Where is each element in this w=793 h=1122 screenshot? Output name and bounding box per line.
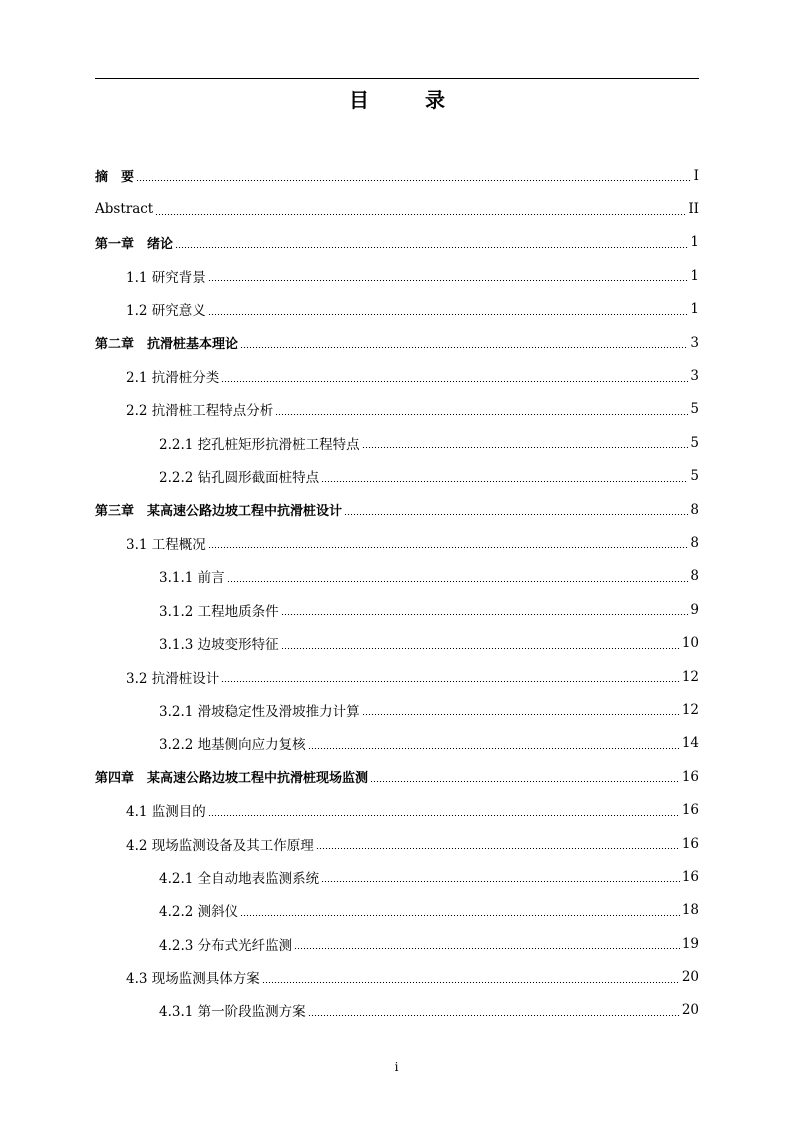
- toc-entry-label: Abstract: [95, 201, 154, 218]
- toc-entry-label: 4.2.3 分布式光纤监测: [159, 937, 293, 954]
- toc-entry[interactable]: [95, 860, 699, 893]
- toc-entry-page: 20: [681, 1002, 699, 1019]
- dot-leader: [308, 1015, 680, 1016]
- toc-entry[interactable]: [95, 793, 699, 826]
- dot-leader: [208, 314, 689, 315]
- header-rule: [95, 78, 699, 79]
- dot-leader: [240, 347, 688, 348]
- toc-entry-label: 3.2 抗滑桩设计: [126, 670, 220, 687]
- toc-entry[interactable]: [95, 827, 699, 860]
- toc-entry-label: 1.2 研究意义: [126, 303, 206, 320]
- toc-entry[interactable]: [95, 593, 699, 626]
- toc-entry[interactable]: [95, 159, 699, 192]
- toc-entry-page: 16: [681, 768, 699, 785]
- dot-leader: [281, 648, 680, 649]
- toc-entry-label: 第二章 抗滑桩基本理论: [95, 337, 239, 353]
- dot-leader: [227, 581, 689, 582]
- toc-entry-page: 5: [690, 468, 699, 485]
- dot-leader: [362, 447, 689, 448]
- toc-entry-page: II: [688, 201, 699, 218]
- toc-entry[interactable]: [95, 393, 699, 426]
- toc-entry[interactable]: [95, 460, 699, 493]
- toc-entry-label: 4.3.1 第一阶段监测方案: [159, 1004, 306, 1021]
- dot-leader: [221, 681, 680, 682]
- toc-title: 目 录: [349, 88, 463, 112]
- toc-entry-label: 3.1 工程概况: [126, 536, 206, 553]
- toc-entry-label: 2.1 抗滑桩分类: [126, 370, 220, 387]
- toc-entry-page: 3: [690, 334, 699, 351]
- toc-entry-page: 16: [681, 835, 699, 852]
- toc-entry-page: 12: [681, 701, 699, 718]
- toc-entry-page: 8: [690, 568, 699, 585]
- page-number: i: [394, 1060, 399, 1074]
- toc-entry-page: 3: [690, 368, 699, 385]
- toc-entry-label: 2.2 抗滑桩工程特点分析: [126, 403, 274, 420]
- toc-entry-page: 19: [681, 935, 699, 952]
- toc-entry-label: 第三章 某高速公路边坡工程中抗滑桩设计: [95, 504, 343, 520]
- toc-entry-label: 3.1.2 工程地质条件: [159, 603, 279, 620]
- toc-entry[interactable]: [95, 326, 699, 359]
- toc-entry[interactable]: [95, 894, 699, 927]
- toc-entry-label: 4.2.2 测斜仪: [159, 904, 239, 921]
- toc-entry-page: 16: [681, 868, 699, 885]
- toc-entry[interactable]: [95, 727, 699, 760]
- dot-leader: [175, 247, 688, 248]
- toc-entry-label: 第四章 某高速公路边坡工程中抗滑桩现场监测: [95, 771, 369, 787]
- toc-entry[interactable]: [95, 526, 699, 559]
- toc-entry-label: 4.3 现场监测具体方案: [126, 971, 260, 988]
- dot-leader: [221, 381, 688, 382]
- toc-entry-label: 摘 要: [95, 170, 135, 186]
- dot-leader: [155, 214, 686, 215]
- toc-entry[interactable]: [95, 192, 699, 225]
- toc-entry[interactable]: [95, 359, 699, 392]
- toc-entry-page: 20: [681, 969, 699, 986]
- toc-entry[interactable]: [95, 760, 699, 793]
- toc-entry[interactable]: [95, 693, 699, 726]
- toc-entry-page: I: [693, 167, 699, 184]
- dot-leader: [316, 848, 680, 849]
- toc-entry[interactable]: [95, 259, 699, 292]
- toc-entry-label: 4.1 监测目的: [126, 804, 206, 821]
- dot-leader: [321, 481, 688, 482]
- dot-leader: [136, 180, 692, 181]
- toc-entry-label: 2.2.1 挖孔桩矩形抗滑桩工程特点: [159, 436, 360, 453]
- toc-entry-page: 10: [681, 635, 699, 652]
- toc-entry-label: 3.1.3 边坡变形特征: [159, 637, 279, 654]
- toc-entry-label: 1.1 研究背景: [126, 269, 206, 286]
- dot-leader: [344, 514, 688, 515]
- toc-entry-page: 8: [690, 534, 699, 551]
- dot-leader: [240, 915, 680, 916]
- dot-leader: [308, 748, 680, 749]
- toc-entry-page: 1: [690, 267, 699, 284]
- toc-entry-page: 16: [681, 802, 699, 819]
- toc-entry-page: 1: [690, 234, 699, 251]
- toc-entry[interactable]: [95, 293, 699, 326]
- toc-entry-label: 4.2.1 全自动地表监测系统: [159, 870, 320, 887]
- toc-entry-page: 8: [690, 501, 699, 518]
- toc-entry[interactable]: [95, 426, 699, 459]
- toc-entry-page: 18: [681, 902, 699, 919]
- dot-leader: [208, 280, 689, 281]
- toc-entry[interactable]: [95, 660, 699, 693]
- toc-entry-page: 1: [690, 301, 699, 318]
- toc-entry[interactable]: [95, 927, 699, 960]
- toc-entry[interactable]: [95, 626, 699, 659]
- toc-entry[interactable]: [95, 226, 699, 259]
- toc-entry-page: 9: [690, 601, 699, 618]
- toc-entry[interactable]: [95, 994, 699, 1027]
- dot-leader: [262, 982, 680, 983]
- toc-entry-label: 2.2.2 钻孔圆形截面桩特点: [159, 470, 320, 487]
- toc-entry[interactable]: [95, 960, 699, 993]
- toc-entry-page: 5: [690, 401, 699, 418]
- toc-entry-label: 3.1.1 前言: [159, 570, 225, 587]
- dot-leader: [275, 414, 688, 415]
- dot-leader: [208, 547, 689, 548]
- toc-entry-label: 3.2.2 地基侧向应力复核: [159, 737, 306, 754]
- dot-leader: [362, 714, 680, 715]
- toc-entry-page: 5: [690, 434, 699, 451]
- toc-entry-page: 14: [681, 735, 699, 752]
- toc-entry-page: 12: [681, 668, 699, 685]
- toc-entry[interactable]: [95, 560, 699, 593]
- dot-leader: [281, 614, 689, 615]
- toc-entry-label: 3.2.1 滑坡稳定性及滑坡推力计算: [159, 703, 360, 720]
- toc-entry-label: 第一章 绪论: [95, 236, 174, 252]
- dot-leader: [370, 781, 680, 782]
- dot-leader: [208, 815, 680, 816]
- dot-leader: [294, 948, 680, 949]
- toc-entry-label: 4.2 现场监测设备及其工作原理: [126, 837, 314, 854]
- toc-list: [95, 159, 699, 1027]
- dot-leader: [321, 881, 680, 882]
- toc-entry[interactable]: [95, 493, 699, 526]
